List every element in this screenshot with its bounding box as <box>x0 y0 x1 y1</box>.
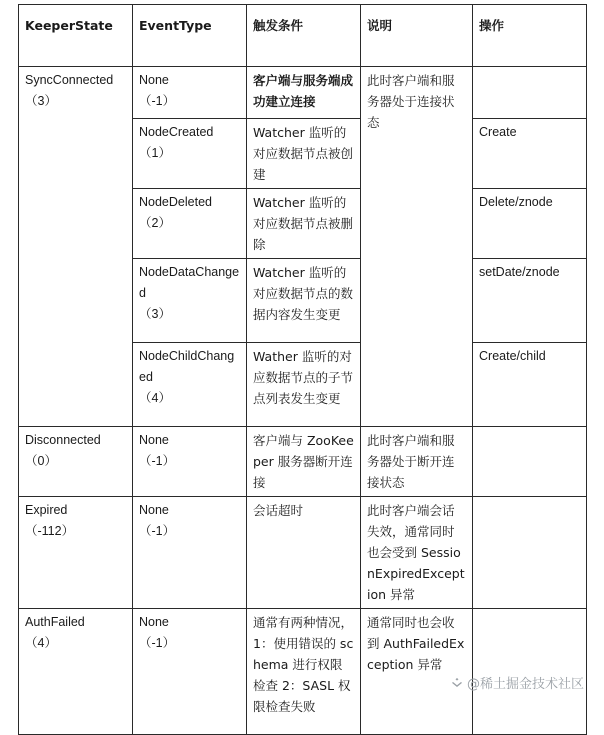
watermark <box>451 673 584 692</box>
event-type-cell: NodeCreated （1） <box>133 119 247 189</box>
header-event-type: EventType <box>133 5 247 67</box>
operation-cell <box>473 427 587 497</box>
header-trigger-condition: 触发条件 <box>247 5 361 67</box>
operation-cell <box>473 609 587 735</box>
trigger-cell: Watcher 监听的对应数据节点的数据内容发生变更 <box>247 259 361 343</box>
event-type-cell: None （-1） <box>133 427 247 497</box>
table-header-row <box>19 5 587 67</box>
event-type-cell: NodeDataChanged （3） <box>133 259 247 343</box>
keeper-state-cell: Disconnected （0） <box>19 427 133 497</box>
description-cell: 此时客户端和服务器处于连接状态 <box>361 67 473 427</box>
event-type-cell: None （-1） <box>133 497 247 609</box>
keeper-state-cell: SyncConnected （3） <box>19 67 133 427</box>
event-type-cell: NodeDeleted （2） <box>133 189 247 259</box>
event-type-cell: None （-1） <box>133 67 247 119</box>
event-type-cell: NodeChildChanged （4） <box>133 343 247 427</box>
operation-cell: Create/child <box>473 343 587 427</box>
watermark-text: @稀土掘金技术社区 <box>466 677 584 692</box>
table-row <box>19 67 587 119</box>
description-cell: 此时客户端会话失效，通常同时也会受到 SessionExpiredException 异常 <box>361 497 473 609</box>
trigger-cell: 客户端与服务端成功建立连接 <box>247 67 361 119</box>
trigger-cell: Watcher 监听的对应数据节点被删除 <box>247 189 361 259</box>
keeper-state-cell: Expired （-112） <box>19 497 133 609</box>
operation-cell <box>473 67 587 119</box>
description-cell: 通常同时也会收到 AuthFailedException 异常 <box>361 609 473 735</box>
operation-cell: Create <box>473 119 587 189</box>
header-description: 说明 <box>361 5 473 67</box>
keeper-state-cell: AuthFailed （4） <box>19 609 133 735</box>
trigger-cell: Watcher 监听的对应数据节点被创建 <box>247 119 361 189</box>
operation-cell: Delete/znode <box>473 189 587 259</box>
table-row <box>19 497 587 609</box>
operation-cell <box>473 497 587 609</box>
header-keeper-state: KeeperState <box>19 5 133 67</box>
description-cell: 此时客户端和服务器处于断开连接状态 <box>361 427 473 497</box>
trigger-cell: Wather 监听的对应数据节点的子节点列表发生变更 <box>247 343 361 427</box>
event-type-cell: None （-1） <box>133 609 247 735</box>
header-operation: 操作 <box>473 5 587 67</box>
operation-cell: setDate/znode <box>473 259 587 343</box>
trigger-cell: 通常有两种情况，1：使用错误的 schema 进行权限检查 2：SASL 权限检查失败 <box>247 609 361 735</box>
table-row <box>19 609 587 735</box>
juejin-logo-icon <box>451 677 463 689</box>
trigger-cell: 客户端与 ZooKeeper 服务器断开连接 <box>247 427 361 497</box>
table-row <box>19 427 587 497</box>
zookeeper-event-table <box>18 4 587 735</box>
trigger-cell: 会话超时 <box>247 497 361 609</box>
